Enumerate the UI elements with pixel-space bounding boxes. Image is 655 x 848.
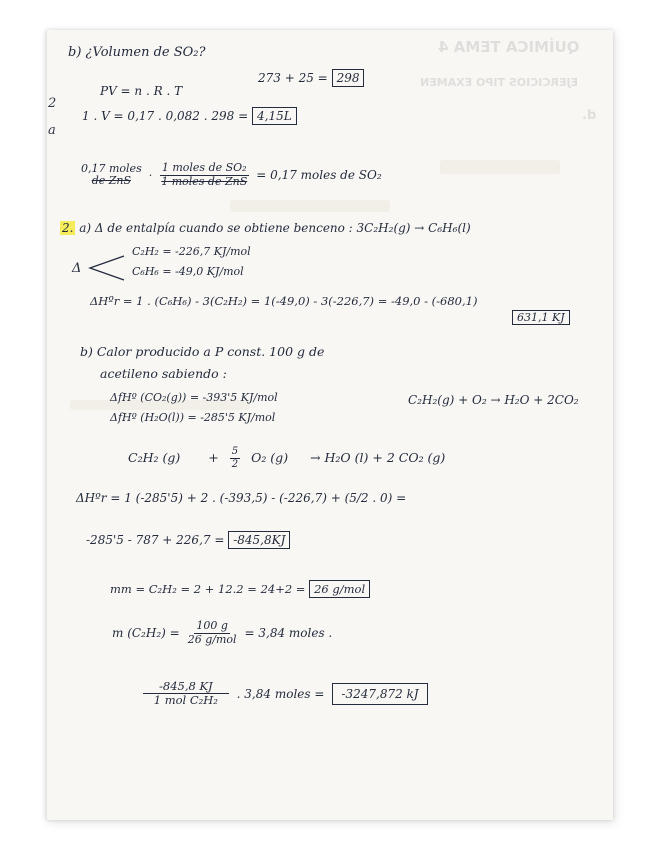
- volume-expr: 1 . V = 0,17 . 0,082 . 298 =: [82, 109, 249, 123]
- sum-calculation: [86, 534, 290, 546]
- problem-2b-title: b) Calor producido a P const. 100 g de: [80, 344, 325, 359]
- moles-calc: [112, 620, 332, 646]
- margin-mark: a: [48, 123, 56, 138]
- formation-co2: ΔfHº (CO₂(g)) = -393'5 KJ/mol: [110, 391, 278, 404]
- heat-mid: . 3,84 moles =: [236, 686, 325, 701]
- moles-conversion: 0,17 moles de ZnS · $\frac{\text{1 moles de SO₂}}{\text{1 moles de ZnS}}$ = 0,17 moles de SO₂: [81, 161, 382, 188]
- molar-mass-result: 26 g/mol: [309, 580, 370, 598]
- moles-result: = 0,17 moles de SO₂: [256, 168, 382, 183]
- plus-sign: +: [208, 449, 219, 465]
- moles-calc-result: = 3,84 moles .: [244, 626, 333, 641]
- reactant-c2h2: C₂H₂ (g): [128, 449, 181, 465]
- molar-mass-expr: mm = C₂H₂ = 2 + 12.2 = 24+2 =: [110, 582, 306, 596]
- moles-ratio-num: 1 moles de SO₂: [161, 161, 247, 174]
- moles-calc-den: 26 g/mol: [187, 632, 237, 646]
- molar-mass-calc: [110, 584, 370, 596]
- moles-calc-lhs: m (C₂H₂) =: [112, 626, 180, 641]
- heat-den: 1 mol C₂H₂: [153, 693, 218, 708]
- delta-symbol: Δ: [72, 261, 82, 276]
- o2-coef-den: 2: [231, 458, 239, 470]
- problem-2-header: [60, 222, 471, 234]
- problem-2a-title: a) Δ de entalpía cuando se obtiene benceno : 3C₂H₂(g) → C₆H₆(l): [79, 221, 471, 235]
- sum-expr: -285'5 - 787 + 226,7 =: [86, 533, 225, 547]
- ideal-gas-law: PV = n . R . T: [100, 84, 183, 98]
- moles-ratio: [159, 162, 249, 188]
- heat-result: -3247,872 kJ: [332, 683, 427, 705]
- volume-calc: [82, 110, 297, 122]
- bracket-lines: [86, 252, 126, 282]
- balanced-reaction: [128, 446, 445, 470]
- moles-ratio-den: 1 moles de ZnS: [161, 174, 248, 188]
- moles-given-top: 0,17 moles: [81, 161, 142, 175]
- sum-result: -845,8KJ: [228, 531, 290, 549]
- faded-smudge: [230, 200, 390, 212]
- heat-fraction: [143, 680, 229, 707]
- moles-calc-fraction: [186, 620, 239, 646]
- reactant-o2: O₂ (g): [251, 449, 289, 465]
- moles-given-bottom: de ZnS: [91, 174, 132, 188]
- problem-number: 2.: [62, 221, 74, 235]
- reaction-enthalpy-eq: ΔHºr = 1 . (C₆H₆) - 3(C₂H₂) = 1(-49,0) - 3(-226,7) = -49,0 - (-680,1): [90, 294, 478, 308]
- reaction-enthalpy-result: 631,1 KJ: [512, 310, 570, 325]
- margin-mark: 2: [48, 96, 57, 111]
- hess-calculation: ΔHºr = 1 (-285'5) + 2 . (-393,5) - (-226,7) + (5/2 . 0) =: [76, 491, 407, 505]
- formation-h2o: ΔfHº (H₂O(l)) = -285'5 KJ/mol: [110, 411, 276, 424]
- temperature-result: 298: [332, 69, 365, 87]
- temperature-expr: 273 + 25 =: [258, 71, 328, 85]
- bleed-title: QUÍMICA TEMA 4: [438, 38, 580, 56]
- bleed-mark: d.: [582, 108, 597, 123]
- section-header: b) ¿Volumen de SO₂?: [68, 45, 206, 60]
- bleed-subtitle: EJERCICIOS TIPO EXAMEN: [420, 76, 579, 89]
- c6h6-enthalpy: C₆H₆ = -49,0 KJ/mol: [132, 265, 244, 278]
- moles-calc-num: 100 g: [196, 619, 228, 632]
- heat-calc: [140, 680, 428, 707]
- temperature-calc: [258, 72, 364, 84]
- problem-2b-subtitle: acetileno sabiendo :: [100, 366, 227, 381]
- moles-given: [81, 163, 142, 188]
- reaction-summary: C₂H₂(g) + O₂ → H₂O + 2CO₂: [408, 393, 579, 407]
- o2-coef-num: 5: [231, 446, 239, 457]
- faded-smudge: [440, 160, 560, 174]
- products: → H₂O (l) + 2 CO₂ (g): [310, 449, 446, 465]
- volume-result: 4,15L: [252, 107, 297, 125]
- c2h2-enthalpy: C₂H₂ = -226,7 KJ/mol: [132, 245, 251, 258]
- o2-coefficient: [230, 446, 240, 470]
- heat-num: -845,8 KJ: [143, 680, 229, 694]
